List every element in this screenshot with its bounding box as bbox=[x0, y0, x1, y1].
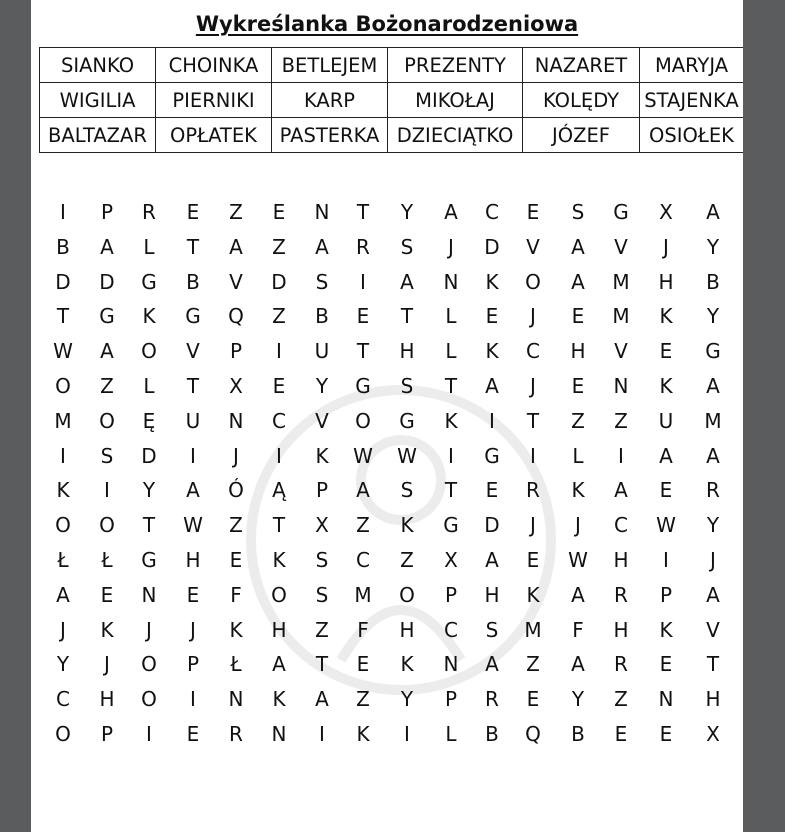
grid-letter[interactable]: V bbox=[614, 339, 628, 364]
grid-letter[interactable]: T bbox=[315, 652, 329, 677]
grid-letter[interactable]: L bbox=[143, 234, 155, 259]
grid-letter[interactable]: Z bbox=[272, 304, 286, 329]
grid-letter[interactable]: A bbox=[186, 478, 200, 503]
word-cell: BALTAZAR bbox=[40, 118, 156, 153]
grid-letter[interactable]: Ó bbox=[228, 478, 244, 503]
grid-letter[interactable]: Y bbox=[706, 234, 720, 259]
grid-letter[interactable]: T bbox=[526, 408, 540, 433]
grid-letter[interactable]: K bbox=[485, 339, 499, 364]
grid-letter[interactable]: A bbox=[272, 652, 286, 677]
letter-grid bbox=[31, 195, 743, 755]
grid-letter[interactable]: K bbox=[272, 687, 286, 712]
grid-letter[interactable]: I bbox=[190, 443, 196, 468]
grid-letter[interactable]: P bbox=[100, 722, 114, 746]
grid-letter[interactable]: A bbox=[444, 200, 458, 224]
grid-letter[interactable]: L bbox=[445, 304, 457, 329]
word-cell: KARP bbox=[272, 83, 388, 118]
grid-letter[interactable]: F bbox=[357, 617, 369, 642]
grid-letter[interactable]: Z bbox=[614, 408, 628, 433]
grid-letter[interactable]: N bbox=[228, 408, 244, 433]
grid-letter[interactable]: B bbox=[315, 304, 329, 329]
grid-letter[interactable]: H bbox=[399, 339, 415, 364]
grid-letter[interactable]: Z bbox=[571, 408, 585, 433]
grid-letter[interactable]: X bbox=[229, 374, 243, 398]
grid-letter[interactable]: I bbox=[276, 443, 282, 468]
grid-letter[interactable]: W bbox=[397, 443, 417, 468]
grid-letter[interactable]: D bbox=[55, 269, 71, 294]
grid-letter[interactable]: E bbox=[659, 478, 673, 503]
grid-letter[interactable]: S bbox=[485, 617, 499, 642]
grid-letter[interactable]: O bbox=[141, 687, 157, 712]
grid-letter[interactable]: N bbox=[613, 374, 629, 398]
grid-letter[interactable]: J bbox=[60, 617, 66, 642]
grid-letter[interactable]: A bbox=[706, 582, 720, 607]
grid-letter[interactable]: B bbox=[186, 269, 200, 294]
grid-letter[interactable]: G bbox=[141, 548, 157, 572]
grid-letter[interactable]: A bbox=[315, 234, 329, 259]
grid-letter[interactable]: A bbox=[571, 582, 585, 607]
grid-letter[interactable]: V bbox=[526, 234, 540, 259]
grid-letter[interactable]: A bbox=[571, 234, 585, 259]
grid-letter[interactable]: S bbox=[315, 269, 329, 294]
word-cell: KOLĘDY bbox=[523, 83, 640, 118]
grid-letter[interactable]: K bbox=[356, 722, 370, 746]
grid-letter[interactable]: P bbox=[315, 478, 329, 503]
grid-letter[interactable]: V bbox=[706, 617, 720, 642]
word-list-row bbox=[40, 83, 744, 118]
grid-letter[interactable]: Z bbox=[100, 374, 114, 398]
grid-letter[interactable]: K bbox=[100, 617, 114, 642]
grid-letter[interactable]: G bbox=[705, 339, 721, 364]
grid-letter[interactable]: Y bbox=[56, 652, 70, 677]
word-cell: NAZARET bbox=[523, 48, 640, 83]
grid-letter[interactable]: E bbox=[272, 374, 286, 398]
word-cell: PASTERKA bbox=[272, 118, 388, 153]
grid-letter[interactable]: O bbox=[355, 408, 371, 433]
grid-letter[interactable]: N bbox=[228, 687, 244, 712]
grid-letter[interactable]: O bbox=[99, 408, 115, 433]
grid-letter[interactable]: T bbox=[444, 374, 458, 398]
grid-letter[interactable]: I bbox=[276, 339, 282, 364]
grid-letter[interactable]: I bbox=[60, 443, 66, 468]
grid-letter[interactable]: S bbox=[315, 582, 329, 607]
grid-letter[interactable]: E bbox=[186, 722, 200, 746]
grid-letter[interactable]: L bbox=[143, 374, 155, 398]
word-cell: OPŁATEK bbox=[156, 118, 272, 153]
grid-letter[interactable]: K bbox=[659, 374, 673, 398]
grid-letter[interactable]: E bbox=[186, 582, 200, 607]
grid-letter[interactable]: E bbox=[526, 200, 540, 224]
grid-letter[interactable]: K bbox=[400, 513, 414, 538]
grid-letter[interactable]: X bbox=[444, 548, 458, 572]
grid-letter[interactable]: Ł bbox=[230, 652, 242, 677]
grid-letter[interactable]: H bbox=[271, 617, 287, 642]
grid-letter[interactable]: I bbox=[319, 722, 325, 746]
grid-letter[interactable]: I bbox=[146, 722, 152, 746]
word-cell: CHOINKA bbox=[156, 48, 272, 83]
grid-letter[interactable]: J bbox=[190, 617, 196, 642]
grid-letter[interactable]: K bbox=[526, 582, 540, 607]
grid-letter[interactable]: K bbox=[571, 478, 585, 503]
grid-letter[interactable]: L bbox=[572, 443, 584, 468]
grid-letter[interactable]: E bbox=[356, 304, 370, 329]
grid-letter[interactable]: L bbox=[445, 339, 457, 364]
grid-letter[interactable]: M bbox=[524, 617, 542, 642]
word-cell: MIKOŁAJ bbox=[388, 83, 523, 118]
grid-letter[interactable]: M bbox=[54, 408, 72, 433]
worksheet-page bbox=[31, 0, 743, 832]
grid-letter[interactable]: O bbox=[55, 374, 71, 398]
grid-letter[interactable]: N bbox=[443, 652, 459, 677]
grid-letter[interactable]: W bbox=[53, 339, 73, 364]
grid-letter[interactable]: T bbox=[56, 304, 70, 329]
grid-letter[interactable]: O bbox=[525, 269, 541, 294]
grid-letter[interactable]: R bbox=[142, 200, 156, 224]
grid-letter[interactable]: A bbox=[706, 374, 720, 398]
grid-letter[interactable]: S bbox=[100, 443, 114, 468]
grid-letter[interactable]: H bbox=[484, 582, 500, 607]
grid-letter[interactable]: S bbox=[400, 478, 414, 503]
grid-letter[interactable]: K bbox=[400, 652, 414, 677]
grid-letter[interactable]: E bbox=[526, 687, 540, 712]
grid-letter[interactable]: K bbox=[444, 408, 458, 433]
grid-letter[interactable]: G bbox=[613, 200, 629, 224]
grid-letter[interactable]: A bbox=[100, 234, 114, 259]
grid-letter[interactable]: M bbox=[354, 582, 372, 607]
grid-letter[interactable]: Ł bbox=[101, 548, 113, 572]
grid-letter[interactable]: U bbox=[658, 408, 674, 433]
grid-letter[interactable]: O bbox=[271, 582, 287, 607]
word-cell: MARYJA bbox=[640, 48, 744, 83]
grid-letter[interactable]: H bbox=[185, 548, 201, 572]
page-title bbox=[31, 12, 743, 36]
grid-letter[interactable]: O bbox=[141, 339, 157, 364]
grid-letter[interactable]: C bbox=[444, 617, 458, 642]
grid-letter[interactable]: E bbox=[659, 652, 673, 677]
word-cell: SIANKO bbox=[40, 48, 156, 83]
grid-letter[interactable]: E bbox=[356, 652, 370, 677]
grid-letter[interactable]: P bbox=[444, 582, 458, 607]
grid-letter[interactable]: Z bbox=[356, 513, 370, 538]
grid-letter[interactable]: Q bbox=[228, 304, 244, 329]
page-title-text: Wykreślanka Bożonarodzeniowa bbox=[195, 12, 579, 36]
grid-letter[interactable]: R bbox=[229, 722, 243, 746]
grid-letter[interactable]: Ł bbox=[57, 548, 69, 572]
grid-letter[interactable]: N bbox=[658, 687, 674, 712]
grid-letter[interactable]: Z bbox=[315, 617, 329, 642]
grid-letter[interactable]: I bbox=[530, 443, 536, 468]
grid-letter[interactable]: J bbox=[233, 443, 239, 468]
grid-letter[interactable]: W bbox=[353, 443, 373, 468]
grid-letter[interactable]: T bbox=[186, 234, 200, 259]
grid-letter[interactable]: I bbox=[404, 722, 410, 746]
grid-letter[interactable]: N bbox=[443, 269, 459, 294]
grid-letter[interactable]: Y bbox=[706, 304, 720, 329]
word-cell: BETLEJEM bbox=[272, 48, 388, 83]
word-cell: OSIOŁEK bbox=[640, 118, 744, 153]
grid-letter[interactable]: R bbox=[614, 652, 628, 677]
grid-letter[interactable]: B bbox=[571, 722, 585, 746]
word-list-row bbox=[40, 118, 744, 153]
grid-letter[interactable]: E bbox=[186, 200, 200, 224]
grid-letter[interactable]: A bbox=[614, 478, 628, 503]
grid-letter[interactable]: H bbox=[99, 687, 115, 712]
grid-letter[interactable]: Z bbox=[526, 652, 540, 677]
grid-letter[interactable]: N bbox=[271, 722, 287, 746]
grid-letter[interactable]: V bbox=[186, 339, 200, 364]
grid-letter[interactable]: P bbox=[444, 687, 458, 712]
grid-letter[interactable]: G bbox=[141, 269, 157, 294]
grid-letter[interactable]: H bbox=[705, 687, 721, 712]
grid-letter[interactable]: U bbox=[314, 339, 330, 364]
grid-letter[interactable]: J bbox=[575, 513, 581, 538]
grid-letter[interactable]: M bbox=[704, 408, 722, 433]
grid-letter[interactable]: B bbox=[485, 722, 499, 746]
grid-letter[interactable]: G bbox=[443, 513, 459, 538]
grid-letter[interactable]: S bbox=[400, 234, 414, 259]
grid-letter[interactable]: K bbox=[229, 617, 243, 642]
grid-letter[interactable]: Y bbox=[706, 513, 720, 538]
grid-letter[interactable]: I bbox=[104, 478, 110, 503]
grid-letter[interactable]: X bbox=[315, 513, 329, 538]
grid-letter[interactable]: S bbox=[315, 548, 329, 572]
grid-letter[interactable]: Ę bbox=[142, 408, 156, 433]
word-cell: PIERNIKI bbox=[156, 83, 272, 118]
grid-letter[interactable]: J bbox=[530, 304, 536, 329]
grid-letter[interactable]: E bbox=[571, 304, 585, 329]
grid-letter[interactable]: Y bbox=[400, 200, 414, 224]
grid-letter[interactable]: Q bbox=[525, 722, 541, 746]
grid-letter[interactable]: S bbox=[400, 374, 414, 398]
word-cell: WIGILIA bbox=[40, 83, 156, 118]
grid-letter[interactable]: H bbox=[613, 548, 629, 572]
grid-letter[interactable]: V bbox=[229, 269, 243, 294]
grid-letter[interactable]: A bbox=[315, 687, 329, 712]
grid-letter[interactable]: T bbox=[186, 374, 200, 398]
word-list-row bbox=[40, 48, 744, 83]
grid-letter[interactable]: C bbox=[272, 408, 286, 433]
grid-letter[interactable]: K bbox=[315, 443, 329, 468]
grid-letter[interactable]: A bbox=[485, 374, 499, 398]
grid-letter[interactable]: O bbox=[55, 722, 71, 746]
grid-letter[interactable]: Z bbox=[229, 513, 243, 538]
grid-letter[interactable]: O bbox=[399, 582, 415, 607]
grid-letter[interactable]: U bbox=[185, 408, 201, 433]
grid-letter[interactable]: I bbox=[60, 200, 66, 224]
grid-letter[interactable]: Z bbox=[356, 687, 370, 712]
grid-letter[interactable]: J bbox=[104, 652, 110, 677]
grid-letter[interactable]: T bbox=[356, 200, 370, 224]
grid-letter[interactable]: A bbox=[706, 443, 720, 468]
grid-letter[interactable]: S bbox=[571, 200, 585, 224]
grid-letter[interactable]: A bbox=[485, 548, 499, 572]
grid-letter[interactable]: K bbox=[56, 478, 70, 503]
grid-letter[interactable]: P bbox=[100, 200, 114, 224]
grid-letter[interactable]: P bbox=[186, 652, 200, 677]
grid-letter[interactable]: Z bbox=[229, 200, 243, 224]
grid-letter[interactable]: V bbox=[614, 234, 628, 259]
grid-letter[interactable]: N bbox=[314, 200, 330, 224]
word-cell: DZIECIĄTKO bbox=[388, 118, 523, 153]
grid-letter[interactable]: T bbox=[272, 513, 286, 538]
grid-letter[interactable]: P bbox=[229, 339, 243, 364]
grid-letter[interactable]: C bbox=[614, 513, 628, 538]
grid-letter[interactable]: Y bbox=[315, 374, 329, 398]
grid-letter[interactable]: J bbox=[146, 617, 152, 642]
grid-letter[interactable]: D bbox=[484, 234, 500, 259]
grid-letter[interactable]: I bbox=[360, 269, 366, 294]
grid-letter[interactable]: E bbox=[571, 374, 585, 398]
grid-letter[interactable]: D bbox=[141, 443, 157, 468]
grid-letter[interactable]: R bbox=[526, 478, 540, 503]
grid-letter[interactable]: A bbox=[356, 478, 370, 503]
grid-letter[interactable]: V bbox=[315, 408, 329, 433]
grid-letter[interactable]: E bbox=[614, 722, 628, 746]
grid-letter[interactable]: T bbox=[142, 513, 156, 538]
grid-letter[interactable]: E bbox=[659, 339, 673, 364]
grid-letter[interactable]: G bbox=[399, 408, 415, 433]
word-cell: STAJENKA bbox=[640, 83, 744, 118]
grid-letter[interactable]: G bbox=[484, 443, 500, 468]
grid-letter[interactable]: Y bbox=[142, 478, 156, 503]
grid-letter[interactable]: H bbox=[570, 339, 586, 364]
grid-letter[interactable]: A bbox=[571, 652, 585, 677]
grid-letter[interactable]: T bbox=[444, 478, 458, 503]
grid-letter[interactable]: W bbox=[568, 548, 588, 572]
grid-letter[interactable]: R bbox=[356, 234, 370, 259]
grid-letter[interactable]: R bbox=[614, 582, 628, 607]
grid-letter[interactable]: A bbox=[485, 652, 499, 677]
grid-letter[interactable]: K bbox=[659, 617, 673, 642]
grid-letter[interactable]: Y bbox=[400, 687, 414, 712]
grid-letter[interactable]: E bbox=[100, 582, 114, 607]
grid-letter[interactable]: K bbox=[142, 304, 156, 329]
grid-letter[interactable]: R bbox=[706, 478, 720, 503]
grid-letter[interactable]: X bbox=[659, 200, 673, 224]
grid-letter[interactable]: C bbox=[526, 339, 540, 364]
grid-letter[interactable]: F bbox=[230, 582, 242, 607]
grid-letter[interactable]: J bbox=[530, 513, 536, 538]
word-cell: PREZENTY bbox=[388, 48, 523, 83]
grid-letter[interactable]: A bbox=[56, 582, 70, 607]
grid-letter[interactable]: R bbox=[485, 687, 499, 712]
grid-letter[interactable]: K bbox=[659, 304, 673, 329]
grid-letter[interactable]: H bbox=[399, 617, 415, 642]
word-list-table bbox=[39, 47, 743, 153]
word-cell: JÓZEF bbox=[523, 118, 640, 153]
grid-letter[interactable]: J bbox=[710, 548, 716, 572]
grid-letter[interactable]: Ą bbox=[272, 478, 286, 503]
grid-letter[interactable]: X bbox=[706, 722, 720, 746]
grid-letter[interactable]: N bbox=[141, 582, 157, 607]
grid-letter[interactable]: M bbox=[612, 304, 630, 329]
grid-letter[interactable]: I bbox=[448, 443, 454, 468]
grid-letter[interactable]: E bbox=[272, 200, 286, 224]
grid-letter[interactable]: D bbox=[271, 269, 287, 294]
grid-letter[interactable]: E bbox=[485, 478, 499, 503]
grid-letter[interactable]: Z bbox=[272, 234, 286, 259]
grid-letter[interactable]: I bbox=[190, 687, 196, 712]
grid-letter[interactable]: Z bbox=[614, 687, 628, 712]
grid-letter[interactable]: E bbox=[485, 304, 499, 329]
grid-letter[interactable]: G bbox=[355, 374, 371, 398]
grid-letter[interactable]: A bbox=[100, 339, 114, 364]
grid-letter[interactable]: P bbox=[659, 582, 673, 607]
grid-letter[interactable]: A bbox=[571, 269, 585, 294]
grid-letter[interactable]: A bbox=[229, 234, 243, 259]
grid-letter[interactable]: E bbox=[659, 722, 673, 746]
grid-letter[interactable]: Z bbox=[400, 548, 414, 572]
grid-letter[interactable]: G bbox=[99, 304, 115, 329]
grid-letter[interactable]: J bbox=[530, 374, 536, 398]
grid-letter[interactable]: C bbox=[485, 200, 499, 224]
grid-letter[interactable]: J bbox=[663, 234, 669, 259]
grid-letter[interactable]: I bbox=[618, 443, 624, 468]
grid-letter[interactable]: B bbox=[56, 234, 70, 259]
grid-letter[interactable]: O bbox=[99, 513, 115, 538]
grid-letter[interactable]: G bbox=[185, 304, 201, 329]
grid-letter[interactable]: K bbox=[272, 548, 286, 572]
grid-letter[interactable]: F bbox=[572, 617, 584, 642]
grid-letter[interactable]: A bbox=[706, 200, 720, 224]
grid-letter[interactable]: M bbox=[612, 269, 630, 294]
grid-letter[interactable]: I bbox=[489, 408, 495, 433]
grid-letter[interactable]: W bbox=[656, 513, 676, 538]
grid-letter[interactable]: W bbox=[183, 513, 203, 538]
grid-letter[interactable]: E bbox=[229, 548, 243, 572]
grid-letter[interactable]: E bbox=[526, 548, 540, 572]
grid-letter[interactable]: T bbox=[706, 652, 720, 677]
grid-letter[interactable]: H bbox=[613, 617, 629, 642]
grid-letter[interactable]: O bbox=[141, 652, 157, 677]
grid-letter[interactable]: T bbox=[356, 339, 370, 364]
grid-letter[interactable]: D bbox=[99, 269, 115, 294]
grid-letter[interactable]: T bbox=[400, 304, 414, 329]
grid-letter[interactable]: Y bbox=[571, 687, 585, 712]
grid-letter[interactable]: I bbox=[663, 548, 669, 572]
grid-letter[interactable]: A bbox=[659, 443, 673, 468]
grid-letter[interactable]: L bbox=[445, 722, 457, 746]
grid-letter[interactable]: J bbox=[448, 234, 454, 259]
grid-letter[interactable]: B bbox=[706, 269, 720, 294]
grid-letter[interactable]: K bbox=[485, 269, 499, 294]
grid-letter[interactable]: C bbox=[56, 687, 70, 712]
grid-letter[interactable]: H bbox=[658, 269, 674, 294]
grid-letter[interactable]: O bbox=[55, 513, 71, 538]
grid-letter[interactable]: C bbox=[356, 548, 370, 572]
grid-letter[interactable]: D bbox=[484, 513, 500, 538]
grid-letter[interactable]: A bbox=[400, 269, 414, 294]
